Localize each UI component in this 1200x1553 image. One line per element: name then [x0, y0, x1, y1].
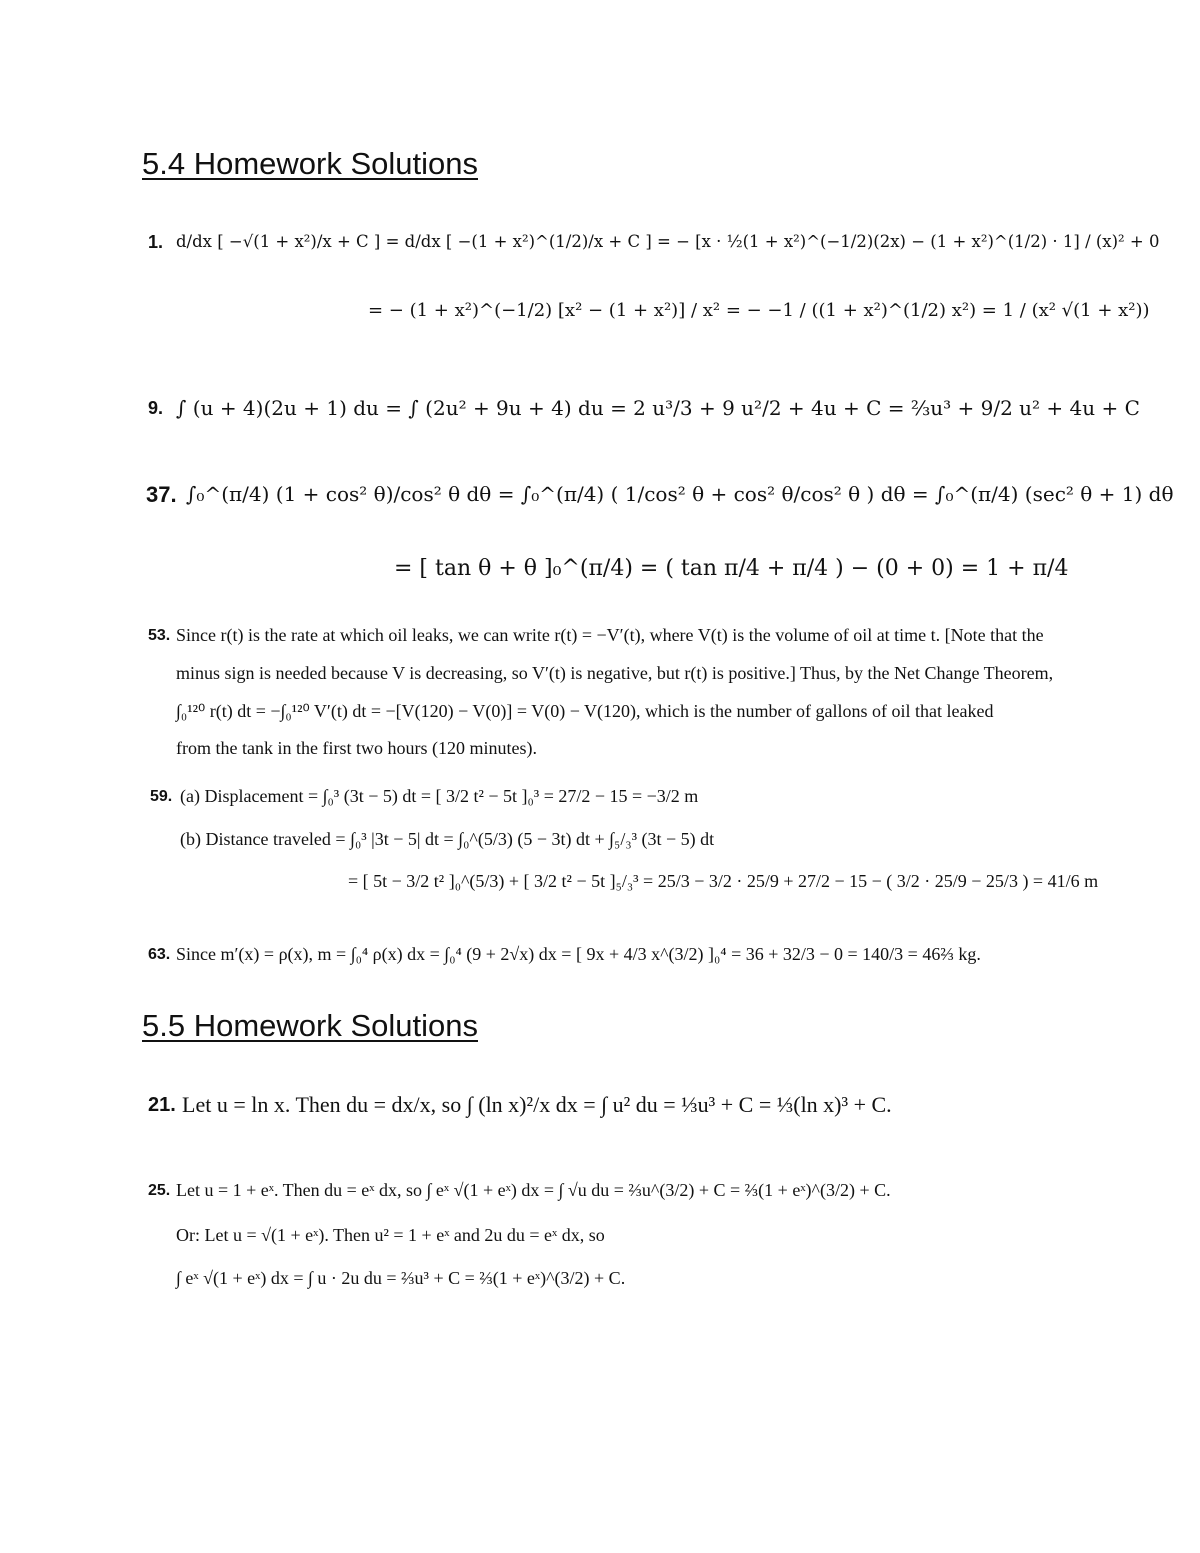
equation-line: = [ tan θ + θ ]₀^(π/4) = ( tan π/4 + π/4 ) − (0 + 0) = 1 + π/4 [394, 556, 1069, 581]
equation-line: = − (1 + x²)^(−1/2) [x² − (1 + x²)] / x² = − −1 / ((1 + x²)^(1/2) x²) = 1 / (x² √(1 + x²)) [368, 300, 1150, 321]
text-line: minus sign is needed because V is decreasing, so V′(t) is negative, but r(t) is positive.] Thus, by the Net Change Theorem, [176, 663, 1054, 683]
text-line: Since r(t) is the rate at which oil leaks, we can write r(t) = −V′(t), where V(t) is the volume of oil at time t. [Note that the [176, 625, 1044, 645]
equation-line: ∫ (u + 4)(2u + 1) du = ∫ (2u² + 9u + 4) du = 2 u³/3 + 9 u²/2 + 4u + C = ⅔u³ + 9/2 u² + 4u + C [176, 396, 1140, 420]
section-heading-5-5: 5.5 Homework Solutions [142, 1008, 478, 1043]
text-line: Since m′(x) = ρ(x), m = ∫₀⁴ ρ(x) dx = ∫₀⁴ (9 + 2√x) dx = [ 9x + 4/3 x^(3/2) ]₀⁴ = 36 + 32/3 − 0 = 140/3 = 46⅔ kg. [176, 944, 981, 964]
problem-number: 53. [148, 627, 171, 644]
problem-number: 21. [148, 1094, 176, 1116]
text-line: (b) Distance traveled = ∫₀³ |3t − 5| dt = ∫₀^(5/3) (5 − 3t) dt + ∫₅/₃³ (3t − 5) dt [180, 829, 715, 849]
text-line: ∫ eˣ √(1 + eˣ) dx = ∫ u · 2u du = ⅔u³ + C = ⅔(1 + eˣ)^(3/2) + C. [176, 1268, 626, 1288]
text-line: (a) Displacement = ∫₀³ (3t − 5) dt = [ 3/2 t² − 5t ]₀³ = 27/2 − 15 = −3/2 m [180, 786, 699, 806]
problem-number: 63. [148, 946, 171, 963]
problem-number: 59. [150, 788, 173, 805]
text-line: Or: Let u = √(1 + eˣ). Then u² = 1 + eˣ and 2u du = eˣ dx, so [176, 1225, 605, 1245]
problem-number: 1. [148, 232, 164, 252]
equation-line: ∫₀^(π/4) (1 + cos² θ)/cos² θ dθ = ∫₀^(π/4) ( 1/cos² θ + cos² θ/cos² θ ) dθ = ∫₀^(π/4) (sec² θ + 1) dθ [186, 482, 1174, 506]
problem-number: 9. [148, 398, 164, 418]
text-line: ∫₀¹²⁰ r(t) dt = −∫₀¹²⁰ V′(t) dt = −[V(120) − V(0)] = V(0) − V(120), which is the number of gallons of oil that leaked [176, 701, 994, 721]
section-heading-5-4: 5.4 Homework Solutions [142, 146, 478, 181]
problem-number: 25. [148, 1182, 171, 1199]
text-line: = [ 5t − 3/2 t² ]₀^(5/3) + [ 3/2 t² − 5t ]₅/₃³ = 25/3 − 3/2 · 25/9 + 27/2 − 15 − ( 3/2 · 25/9 − 25/3 ) = 41/6 m [348, 871, 1099, 891]
text-line: Let u = 1 + eˣ. Then du = eˣ dx, so ∫ eˣ √(1 + eˣ) dx = ∫ √u du = ⅔u^(3/2) + C = ⅔(1 + eˣ)^(3/2) + C. [176, 1180, 891, 1200]
problem-number: 37. [146, 482, 177, 507]
text-line: Let u = ln x. Then du = dx/x, so ∫ (ln x)²/x dx = ∫ u² du = ⅓u³ + C = ⅓(ln x)³ + C. [182, 1092, 892, 1117]
text-line: from the tank in the first two hours (120 minutes). [176, 738, 537, 758]
equation-line: d/dx [ −√(1 + x²)/x + C ] = d/dx [ −(1 + x²)^(1/2)/x + C ] = − [x · ½(1 + x²)^(−1/2)(2x) − (1 + x²)^(1/2) · 1] / (x)² + 0 [176, 232, 1160, 251]
